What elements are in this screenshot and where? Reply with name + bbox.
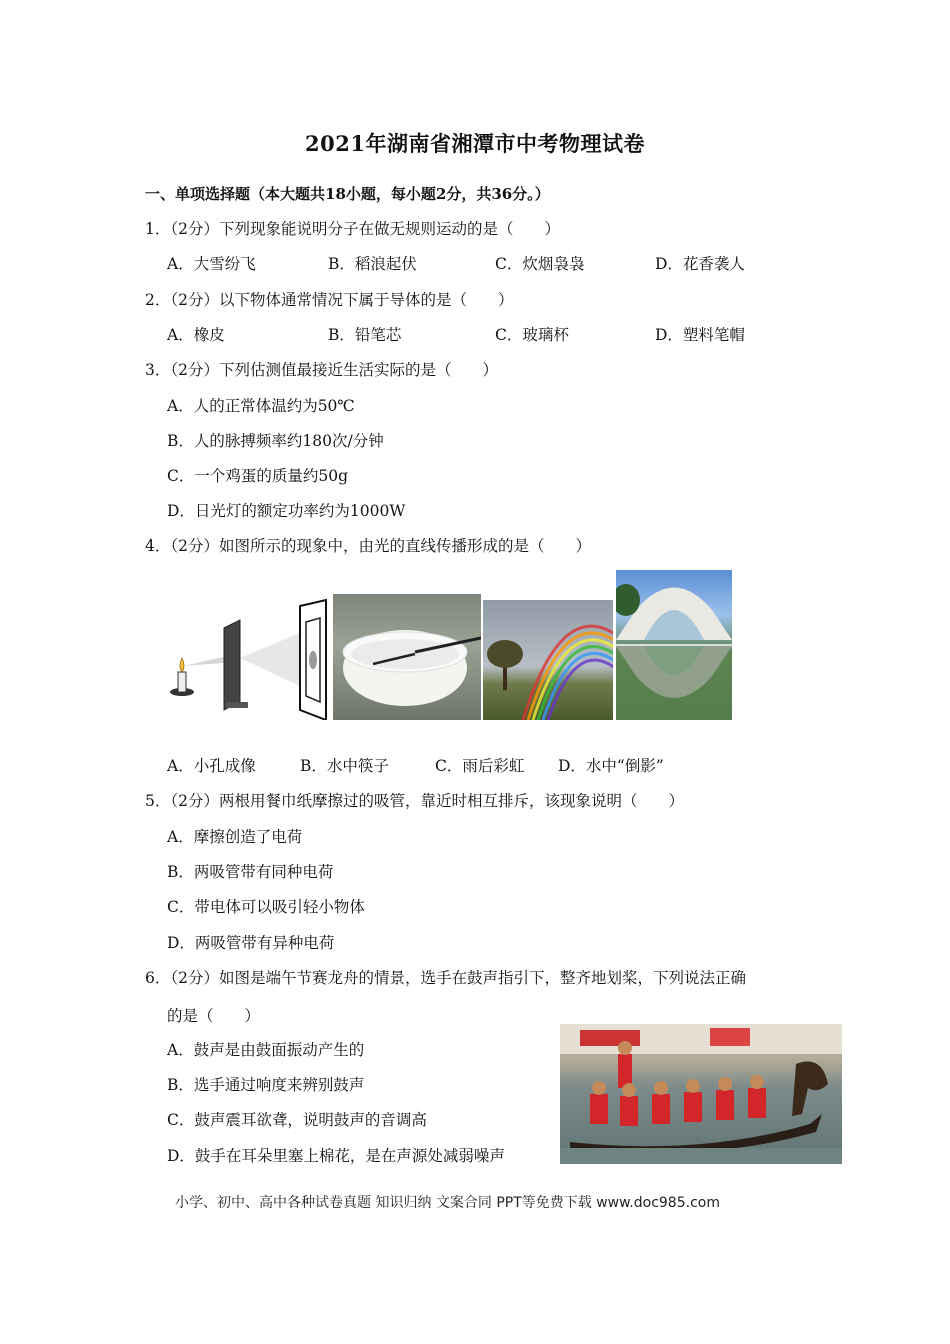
question-6-option-b: B．选手通过响度来辨别鼓声 (167, 1076, 365, 1094)
question-3-option-a: A．人的正常体温约为50℃ (167, 397, 355, 415)
question-6-option-d: D．鼓手在耳朵里塞上棉花，是在声源处减弱噪声 (167, 1147, 505, 1165)
question-3-option-c: C．一个鸡蛋的质量约50g (167, 467, 349, 485)
question-3-stem: 3．（2分）下列估测值最接近生活实际的是（ ） (145, 361, 498, 379)
chopsticks-in-water-photo (333, 594, 481, 720)
page-title: 2021年湖南省湘潭市中考物理试卷 (305, 131, 645, 156)
question-2-option-b: B．铅笔芯 (328, 326, 402, 344)
question-4-stem: 4．（2分）如图所示的现象中，由光的直线传播形成的是（ ） (145, 537, 591, 555)
question-5-option-c: C．带电体可以吸引轻小物体 (167, 898, 365, 916)
question-4-option-b: B．水中筷子 (300, 757, 389, 775)
question-2-option-c: C．玻璃杯 (495, 326, 569, 344)
question-2-stem: 2．（2分）以下物体通常情况下属于导体的是（ ） (145, 291, 514, 309)
question-6-stem: 6．（2分）如图是端午节赛龙舟的情景，选手在鼓声指引下，整齐地划桨，下列说法正确 (145, 969, 746, 987)
question-3-option-d: D．日光灯的额定功率约为1000W (167, 502, 406, 520)
question-5-option-d: D．两吸管带有异种电荷 (167, 934, 335, 952)
question-5-option-a: A．摩擦创造了电荷 (167, 828, 303, 846)
question-2-option-a: A．橡皮 (167, 326, 225, 344)
page-footer: 小学、初中、高中各种试卷真题 知识归纳 文案合同 PPT等免费下载 www.doc985.com (175, 1195, 720, 1211)
question-5-stem: 5．（2分）两根用餐巾纸摩擦过的吸管，靠近时相互排斥，该现象说明（ ） (145, 792, 684, 810)
section-heading: 一、单项选择题（本大题共18小题，每小题2分，共36分。） (145, 185, 550, 203)
question-5-option-b: B．两吸管带有同种电荷 (167, 863, 334, 881)
pinhole-camera-figure (162, 592, 332, 720)
question-4-option-a: A．小孔成像 (167, 757, 256, 775)
question-1-stem: 1．（2分）下列现象能说明分子在做无规则运动的是（ ） (145, 220, 560, 238)
question-6-option-c: C．鼓声震耳欲聋，说明鼓声的音调高 (167, 1111, 427, 1129)
question-4-option-c: C．雨后彩虹 (435, 757, 525, 775)
rainbow-photo (483, 600, 613, 720)
question-1-option-b: B．稻浪起伏 (328, 255, 417, 273)
dragon-boat-photo (560, 1024, 842, 1164)
bridge-reflection-photo (616, 570, 732, 720)
question-1-option-c: C．炊烟袅袅 (495, 255, 585, 273)
question-2-option-d: D．塑料笔帽 (655, 326, 745, 344)
question-6-option-a: A．鼓声是由鼓面振动产生的 (167, 1041, 365, 1059)
question-1-option-d: D．花香袭人 (655, 255, 745, 273)
question-1-option-a: A．大雪纷飞 (167, 255, 256, 273)
question-3-option-b: B．人的脉搏频率约180次/分钟 (167, 432, 384, 450)
question-4-option-d: D．水中“倒影” (558, 757, 664, 775)
question-6-stem-continued: 的是（ ） (167, 1007, 261, 1025)
